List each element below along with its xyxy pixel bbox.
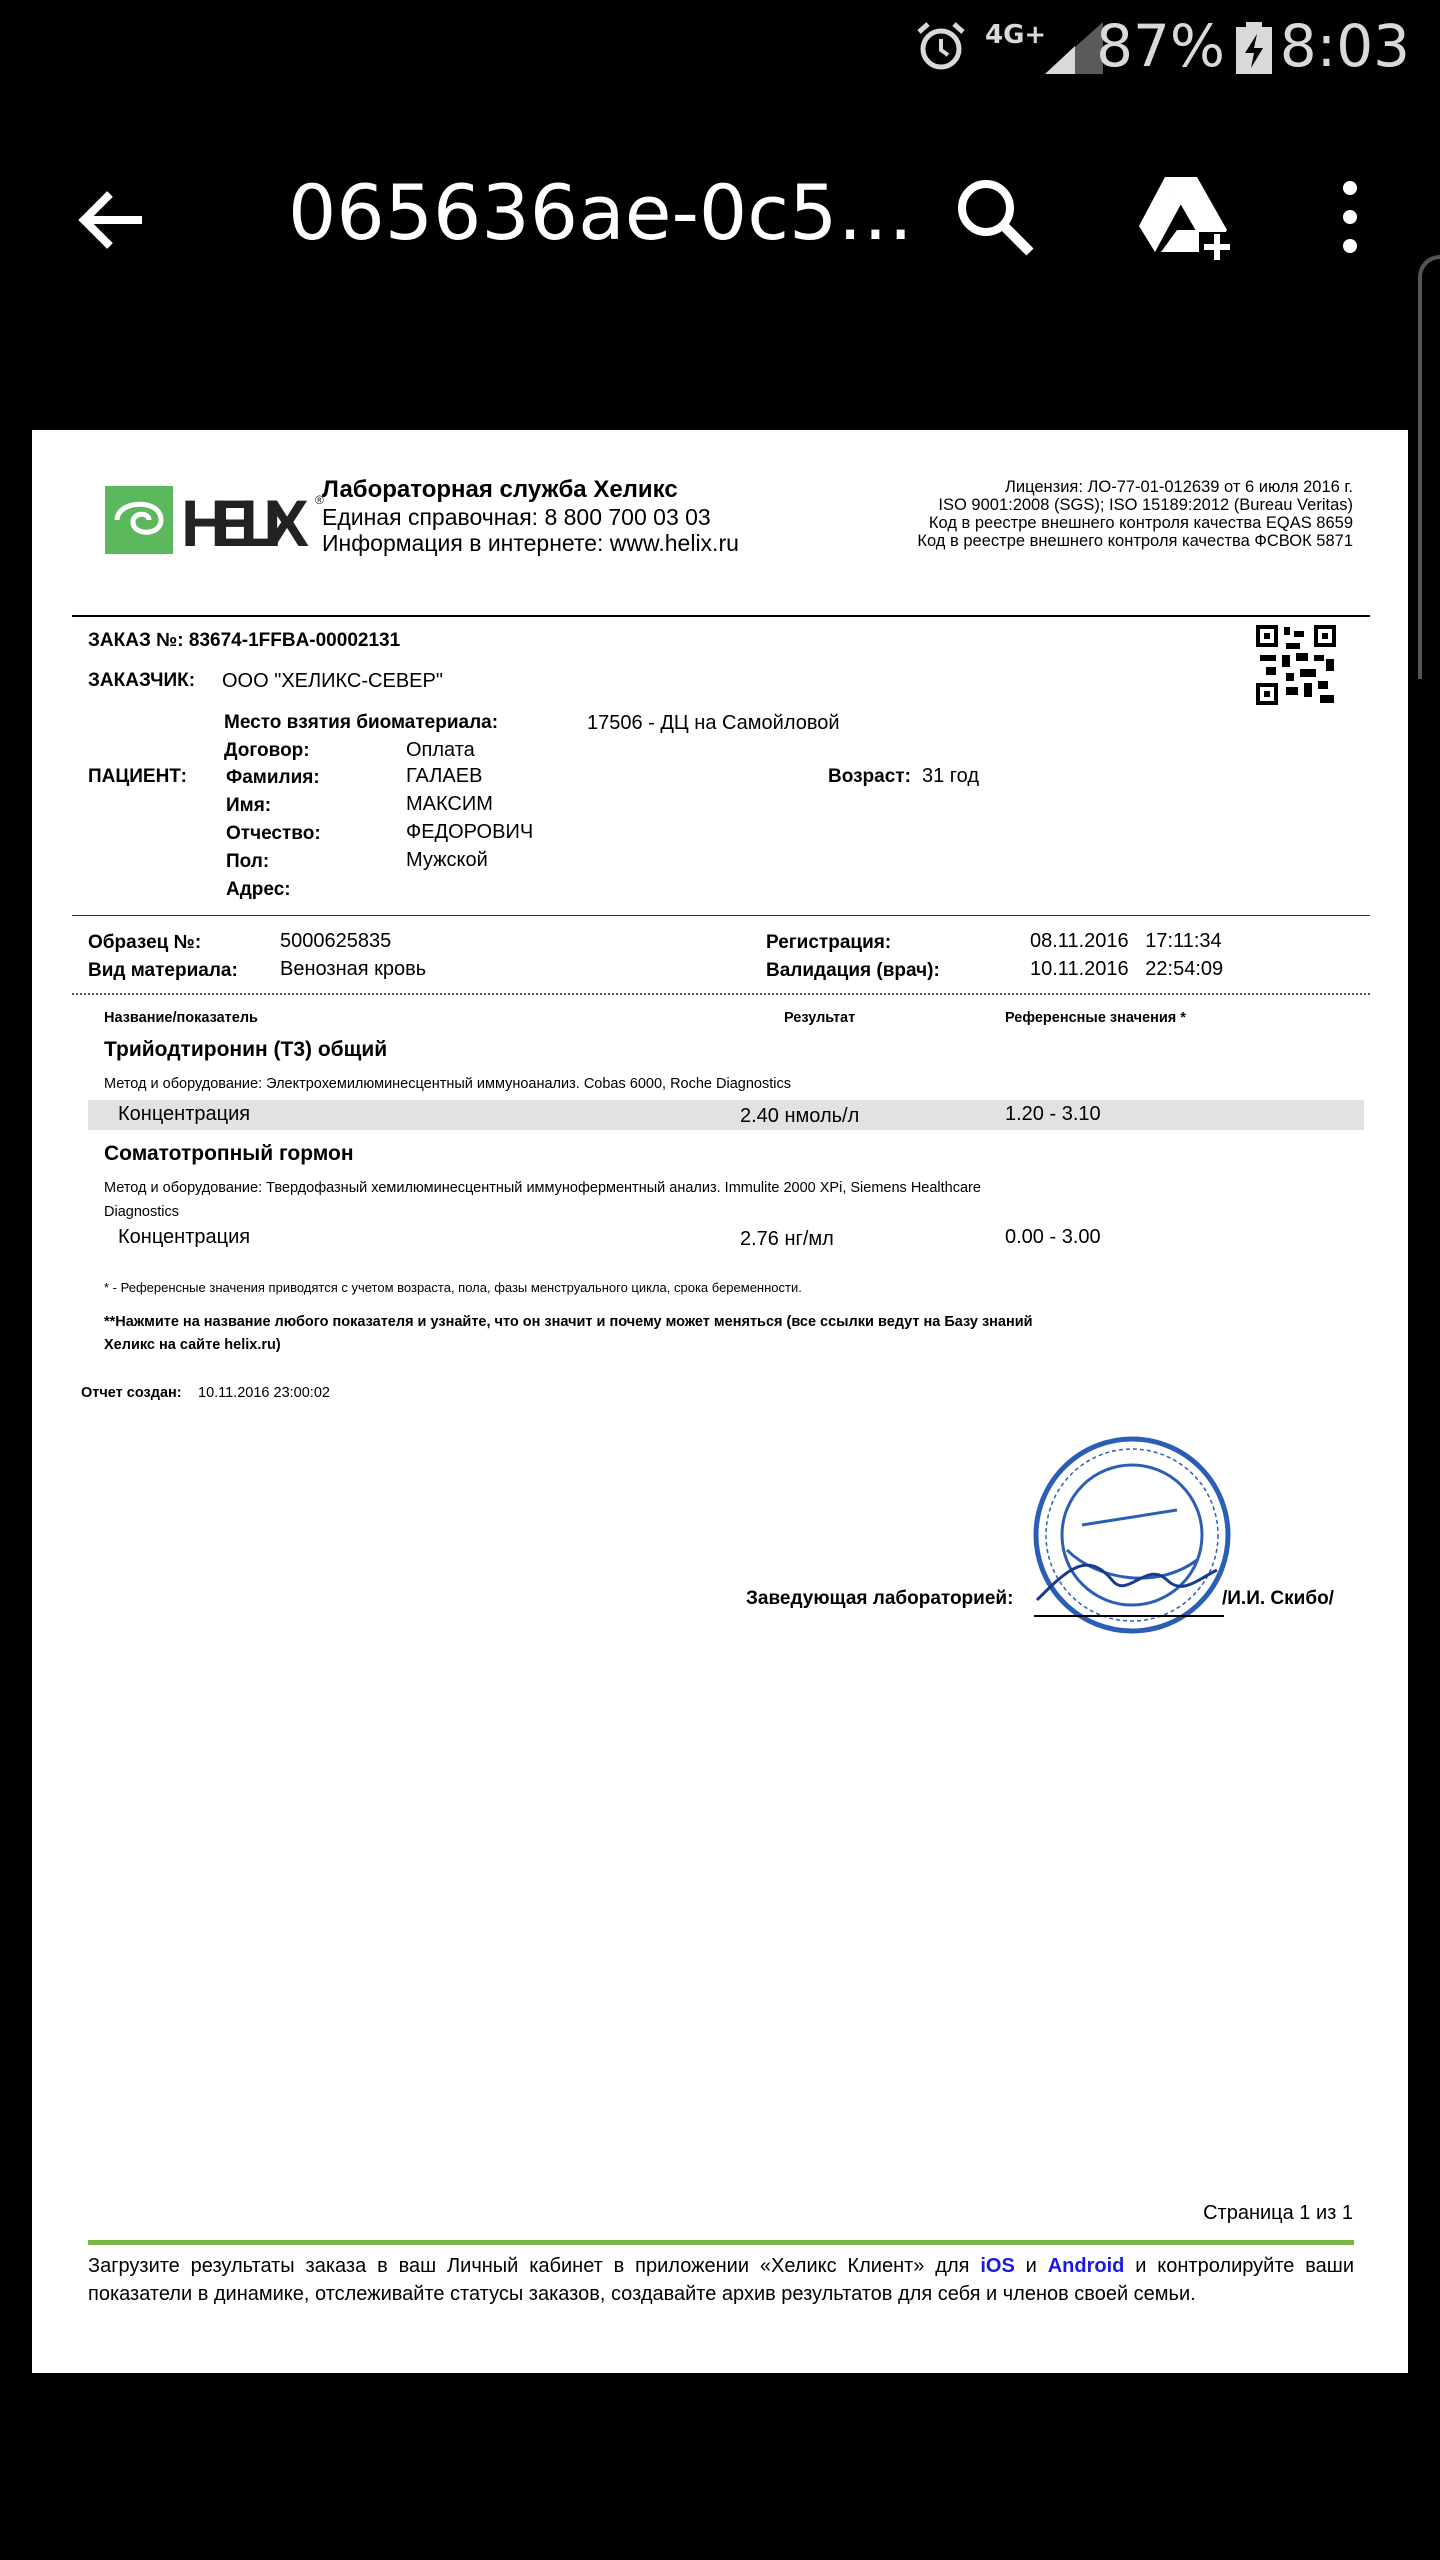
test-result: 2.76 нг/мл xyxy=(740,1228,834,1250)
hotline: Единая справочная: 8 800 700 03 03 xyxy=(322,504,711,530)
document-title: 065636ae-0c5… xyxy=(288,168,914,257)
android-link[interactable]: Android xyxy=(1047,2255,1125,2277)
surname-value: ГАЛАЕВ xyxy=(406,765,483,787)
search-icon[interactable] xyxy=(950,172,1040,262)
test-param: Концентрация xyxy=(118,1103,251,1125)
lab-name: Лабораторная служба Хеликс xyxy=(322,476,678,503)
back-arrow-icon[interactable] xyxy=(72,180,152,260)
patronymic-value: ФЕДОРОВИЧ xyxy=(406,821,534,843)
name-label: Имя: xyxy=(226,795,272,816)
svg-text:®: ® xyxy=(315,493,324,507)
test-method: Метод и оборудование: Электрохемилюминесцентный иммуноанализ. Cobas 6000, Roche Diagnostics xyxy=(104,1076,791,1092)
age-value: 31 год xyxy=(922,765,980,787)
test-method-cont: Diagnostics xyxy=(104,1204,179,1220)
patronymic-label: Отчество: xyxy=(226,823,321,844)
dotted-divider xyxy=(72,993,1370,995)
battery-percent: 87% xyxy=(1096,12,1225,80)
license-line: Лицензия: ЛО-77-01-012639 от 6 июля 2016 г. xyxy=(1005,478,1353,496)
test-result: 2.40 нмоль/л xyxy=(740,1105,860,1127)
network-type: 4G+ xyxy=(985,20,1047,50)
surname-label: Фамилия: xyxy=(226,767,320,788)
patient-label: ПАЦИЕНТ: xyxy=(88,766,187,787)
footer-text: Загрузите результаты заказа в ваш Личный кабинет в приложении «Хеликс Клиент» для xyxy=(88,2255,981,2277)
battery-charging-icon xyxy=(1236,22,1272,74)
divider xyxy=(72,915,1370,916)
test-reference: 0.00 - 3.00 xyxy=(1005,1226,1101,1248)
signal-icon xyxy=(1045,22,1103,74)
divider xyxy=(72,615,1370,617)
column-header-ref: Референсные значения * xyxy=(1005,1010,1186,1026)
green-divider xyxy=(88,2240,1354,2245)
svg-text:HELIX: HELIX xyxy=(181,486,311,560)
drive-add-icon[interactable] xyxy=(1135,172,1235,262)
contract-value: Оплата xyxy=(406,739,475,761)
status-bar xyxy=(0,0,1440,100)
alarm-icon xyxy=(915,20,967,72)
column-header-name: Название/показатель xyxy=(104,1010,258,1026)
test-method: Метод и оборудование: Твердофазный хемилюминесцентный иммуноферментный анализ. Immulite 2000 XPi, Siemens Healthcare xyxy=(104,1180,981,1196)
material-value: Венозная кровь xyxy=(280,958,427,980)
footnote: * - Референсные значения приводятся с учетом возраста, пола, фазы менструального цикла, срока беременности. xyxy=(104,1280,802,1295)
test-title-link[interactable]: Соматотропный гормон xyxy=(104,1142,354,1165)
license-line: ISO 9001:2008 (SGS); ISO 15189:2012 (Bureau Veritas) xyxy=(938,496,1353,514)
license-line: Код в реестре внешнего контроля качества ФСВОК 5871 xyxy=(917,532,1353,550)
address-label: Адрес: xyxy=(226,879,291,900)
qr-code xyxy=(1256,625,1336,705)
license-line: Код в реестре внешнего контроля качества EQAS 8659 xyxy=(928,514,1353,532)
validation-label: Валидация (врач): xyxy=(766,960,940,981)
test-title-link[interactable]: Трийодтиронин (Т3) общий xyxy=(104,1038,388,1061)
footer-text: и xyxy=(1014,2255,1048,2277)
test-param: Концентрация xyxy=(118,1226,251,1248)
ios-link[interactable]: iOS xyxy=(980,2255,1015,2277)
sample-label: Образец №: xyxy=(88,932,202,953)
column-header-result: Результат xyxy=(784,1010,856,1026)
customer-label: ЗАКАЗЧИК: xyxy=(88,670,196,691)
lab-stamp xyxy=(1027,1430,1237,1640)
note-line: **Нажмите на название любого показателя и узнайте, что он значит и почему может меняться (все ссылки ведут на Базу знаний xyxy=(104,1314,1033,1330)
helix-logo xyxy=(105,480,345,560)
head-of-lab-label: Заведующая лабораторией: xyxy=(746,1588,1014,1609)
customer-value: ООО "ХЕЛИКС-СЕВЕР" xyxy=(222,670,443,692)
material-label: Вид материала: xyxy=(88,960,238,981)
scroll-handle[interactable] xyxy=(1418,255,1440,679)
footer-text: и контролируйте ваши показатели в динамике, отслеживайте статусы заказов, создавайте архив результатов для себя и членов своей семьи. xyxy=(88,2255,1354,2305)
test-reference: 1.20 - 3.10 xyxy=(1005,1103,1101,1125)
registration-label: Регистрация: xyxy=(766,932,892,953)
contract-label: Договор: xyxy=(224,740,310,761)
clock: 8:03 xyxy=(1279,12,1410,80)
age-label: Возраст: xyxy=(828,766,911,787)
signature-line xyxy=(1034,1615,1224,1617)
order-number: ЗАКАЗ №: 83674-1FFBA-00002131 xyxy=(88,630,401,651)
pdf-page xyxy=(32,430,1408,2373)
validation-value: 10.11.2016 22:54:09 xyxy=(1030,958,1224,980)
result-row-highlight xyxy=(88,1100,1364,1130)
more-vert-icon[interactable] xyxy=(1330,172,1370,262)
head-of-lab-name: /И.И. Скибо/ xyxy=(1222,1588,1334,1609)
sample-value: 5000625835 xyxy=(280,930,392,952)
sex-value: Мужской xyxy=(406,849,488,871)
website[interactable]: Информация в интернете: www.helix.ru xyxy=(322,530,739,556)
note-line[interactable]: Хеликс на сайте helix.ru) xyxy=(104,1337,281,1353)
registration-value: 08.11.2016 17:11:34 xyxy=(1030,930,1222,952)
report-created-label: Отчет создан: xyxy=(81,1385,182,1401)
footer-promo xyxy=(88,2252,1354,2308)
name-value: МАКСИМ xyxy=(406,793,493,815)
app-bar xyxy=(0,120,1440,300)
place-value: 17506 - ДЦ на Самойловой xyxy=(587,712,840,734)
page-number: Страница 1 из 1 xyxy=(1203,2202,1353,2224)
place-label: Место взятия биоматериала: xyxy=(224,712,499,733)
sex-label: Пол: xyxy=(226,851,270,872)
report-created-value: 10.11.2016 23:00:02 xyxy=(198,1385,330,1401)
